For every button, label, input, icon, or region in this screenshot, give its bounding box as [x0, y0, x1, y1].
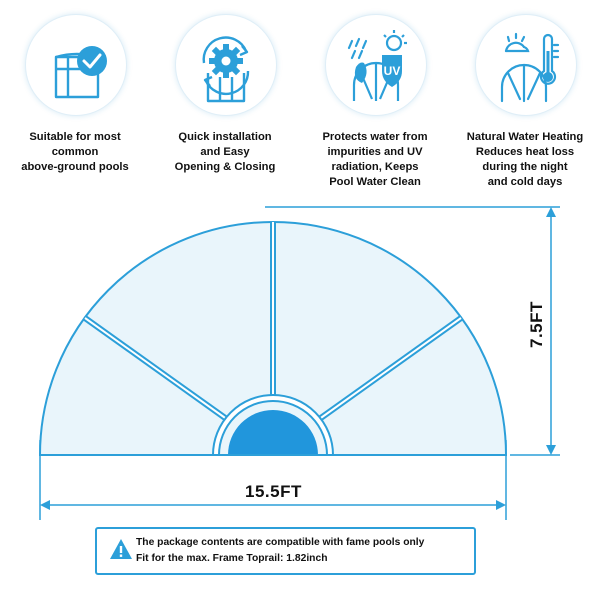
- caption-line: Reduces heat loss: [475, 146, 575, 158]
- caption-line: common: [51, 146, 99, 158]
- notice-line-2: Fit for the max. Frame Toprail: 1.82inch: [136, 553, 328, 564]
- compatibility-notice: [95, 527, 476, 575]
- caption-line: during the night: [482, 161, 568, 173]
- width-label: 15.5FT: [245, 482, 302, 501]
- notice-line-1: The package contents are compatible with fame pools only: [136, 537, 425, 548]
- caption-line: impurities and UV: [327, 146, 423, 158]
- caption-line: Suitable for most: [29, 131, 121, 143]
- svg-text:UV: UV: [383, 64, 401, 78]
- caption-line: Quick installation: [178, 131, 272, 143]
- caption-line: Natural Water Heating: [466, 131, 584, 143]
- height-label: 7.5FT: [527, 301, 546, 348]
- caption-line: and cold days: [487, 176, 563, 188]
- caption-line: Opening & Closing: [174, 161, 276, 173]
- caption-line: Protects water from: [322, 131, 428, 143]
- caption-line: Pool Water Clean: [329, 176, 421, 188]
- caption-line: radiation, Keeps: [331, 161, 419, 173]
- caption-line: and Easy: [200, 146, 250, 158]
- warning-icon: [109, 537, 133, 561]
- caption-line: above-ground pools: [21, 161, 129, 173]
